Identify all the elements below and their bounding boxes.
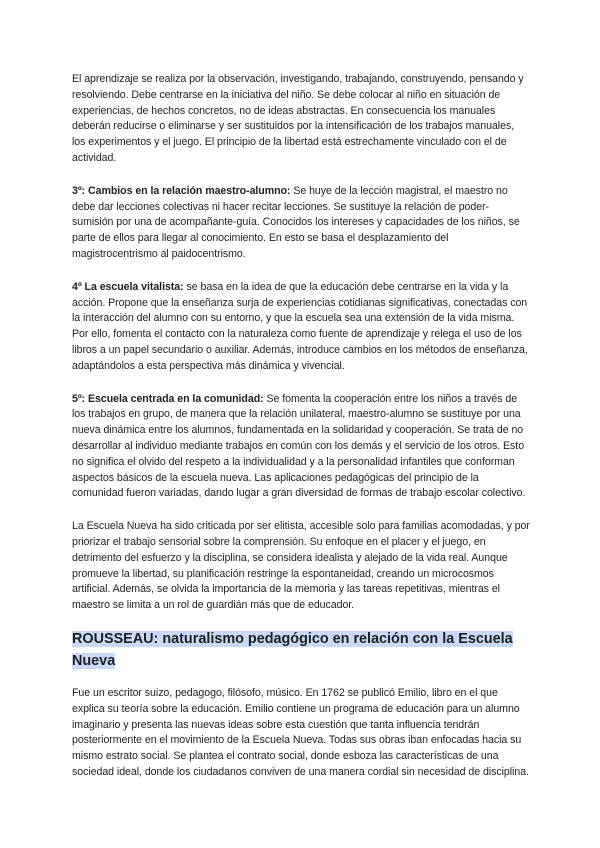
paragraph-label: 5º: Escuela centrada en la comunidad: [72, 392, 264, 405]
section-heading [72, 628, 530, 672]
paragraph-rousseau: Fue un escritor suizo, pedagogo, filósofo, músico. En 1762 se publicó Emilio, libro en el que explica su teoría sobre la educación. Emilio contiene un programa de educación para un alumno imaginario y presenta las nuevas ideas sobre esta cuestión que tanta influencia tendrán posteriormente en el movimiento de la Escuela Nueva. Todas sus obras iban enfocadas hacia su mismo estrato social. Se plantea el contrato social, donde esboza las características de una sociedad ideal, donde los ciudadanos conviven de una manera cordial sin necesidad de disciplina. [72, 686, 529, 778]
section-heading-text: ROUSSEAU: naturalismo pedagógico en relación con la Escuela Nueva [72, 630, 513, 669]
paragraph-criticism: La Escuela Nueva ha sido criticada por ser elitista, accesible solo para familias acomodadas, y por priorizar el trabajo sensorial sobre la comprensión. Su enfoque en el placer y el juego, en detrimento del esfuerzo y la disciplina, se considera idealista y alejado de la vida real. Aunque promueve la libertad, su planificación restringe la espontaneidad, creando un microcosmos artificial. Además, se olvida la importancia de la memoria y las tareas repetitivas, mientras el maestro se limita a un rol de guardián más que de educador. [72, 520, 530, 612]
paragraph-learning: El aprendizaje se realiza por la observación, investigando, trabajando, construyendo, pensando y resolviendo. Debe centrarse en la iniciativa del niño. Se debe colocar al niño en situación de experiencias, de hechos concretos, no de ideas abstractas. En consecuencia los manuales deberán reducirse o eliminarse y ser sustituidos por la intensificación de los trabajos manuales, los experimentos y el juego. El principio de la libertad está estrechamente vinculado con el de actividad. [72, 73, 524, 164]
paragraph-body: Se fomenta la cooperación entre los niños a través de los trabajos en grupo, de manera que la relación unilateral, maestro-alumno se sustituye por una nueva dinámica entre los alumnos, fundamentada en la solidaridad y cooperación. Se trata de no desarrollar al individuo mediante trabajos en común con los demás y el servicio de los otros. Esto no significa el olvido del respeto a la individualidad y a la personalidad infantiles que conforman aspectos básicos de la escuela nueva. Las aplicaciones pedagógicas del principio de la comunidad fueron variadas, dando lugar a gran diversidad de formas de trabajo escolar colectivo. [72, 392, 526, 500]
paragraph-teacher-student [72, 184, 530, 263]
paragraph-body: Se huye de la lección magistral, el maestro no debe dar lecciones colectivas ni hacer recitar lecciones. Se sustituye la relación de poder-sumisión por una de acompañante-guía. Conocidos los intereses y capacidades de los niños, se parte de ellos para llegar al conocimiento. En esto se basa el desplazamiento del magistrocentrismo al paidocentrismo. [72, 184, 520, 260]
paragraph-community-school [72, 392, 530, 503]
paragraph-body: se basa en la idea de que la educación debe centrarse en la vida y la acción. Propone que la enseñanza surja de experiencias cotidianas significativas, conectadas con la interacción del alumno con su entorno, y que la escuela sea una extensión de la vida misma. Por ello, fomenta el contacto con la naturaleza como fuente de aprendizaje y relega el uso de los libros a un papel secundario o auxiliar. Además, introduce cambios en los métodos de enseñanza, adaptándolos a esta perspectiva más dinámica y vivencial. [72, 280, 528, 372]
paragraph-label: 4º La escuela vitalista: [72, 280, 184, 293]
paragraph-vitalist-school [72, 280, 530, 375]
paragraph-label: 3º: Cambios en la relación maestro-alumno: [72, 184, 291, 197]
